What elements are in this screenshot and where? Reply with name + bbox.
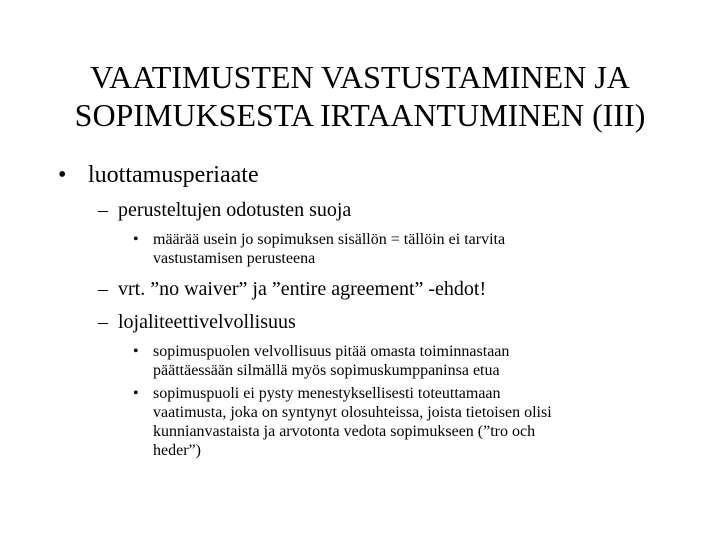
bullet-text: luottamusperiaate	[88, 162, 259, 188]
title-line-1: VAATIMUSTEN VASTUSTAMINEN JA	[90, 59, 630, 95]
dash-icon: –	[98, 199, 108, 221]
subbullet-text: vrt. ”no waiver” ja ”entire agreement” -ehdot!	[118, 278, 487, 300]
detail-line: määrää usein jo sopimuksen sisällön = tällöin ei tarvita	[153, 231, 506, 248]
detail-line: vaatimusta, joka on syntynyt olosuhteissa, joista tietoisen olisi	[153, 404, 552, 421]
slide-title	[40, 58, 680, 134]
title-line-2: SOPIMUKSESTA IRTAANTUMINEN (III)	[74, 97, 646, 133]
detail-line: vastustamisen perusteena	[153, 250, 316, 267]
bullet-icon: •	[133, 231, 139, 248]
detail-text	[153, 342, 509, 380]
detail-line: kunnianvastaista ja arvotonta vedota sopimukseen (”tro och	[153, 423, 536, 440]
bullet-icon: •	[133, 343, 139, 360]
detail-line: heder”)	[153, 442, 201, 459]
detail-line: sopimuspuolen velvollisuus pitää omasta toiminnastaan	[153, 343, 510, 360]
subbullet-text: lojaliteettivelvollisuus	[118, 311, 296, 333]
dash-icon: –	[98, 311, 108, 333]
subbullet-text: perusteltujen odotusten suoja	[118, 199, 352, 221]
detail-line: päättäessään silmällä myös sopimuskumppaninsa etua	[153, 362, 500, 379]
bullet-icon: •	[133, 385, 139, 402]
dash-icon: –	[98, 278, 108, 300]
detail-text	[153, 384, 552, 460]
bullet-icon: •	[58, 162, 67, 188]
detail-text	[153, 230, 505, 268]
detail-line: sopimuspuoli ei pysty menestyksellisesti toteuttamaan	[153, 385, 501, 402]
